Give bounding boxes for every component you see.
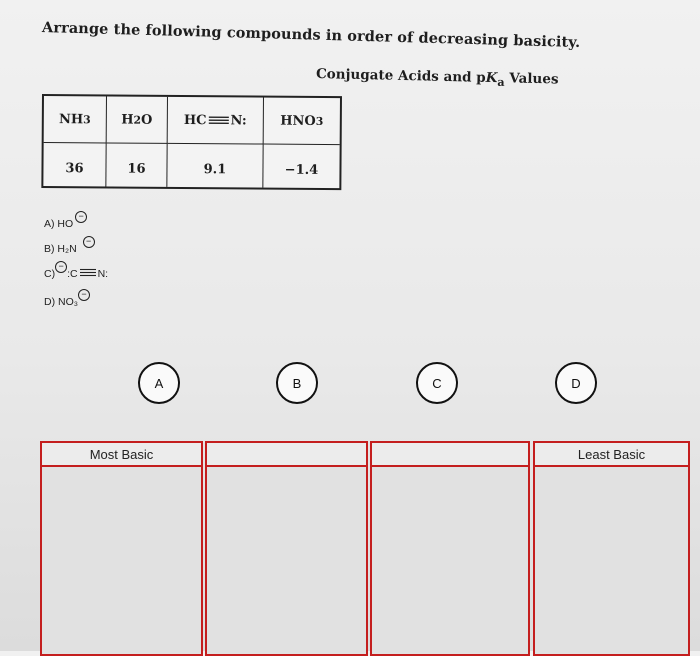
acid-hcn: HC N:: [168, 97, 264, 145]
option-d: D) NO₃−: [44, 296, 90, 309]
drop-zone-1[interactable]: [40, 441, 203, 656]
acid-h2o: H 2 O: [107, 96, 168, 143]
caption-prefix: Conjugate Acids and p: [316, 66, 486, 86]
pka-h2o: 16: [106, 143, 167, 186]
draggable-option-b[interactable]: B: [276, 362, 318, 404]
question-text: Arrange the following compounds in order of decreasing basicity.: [42, 19, 581, 51]
option-c: C)− :C N:: [44, 268, 108, 281]
triple-bond-icon: [79, 268, 97, 277]
negative-charge-icon: [55, 261, 67, 273]
draggable-option-c[interactable]: C: [416, 362, 458, 404]
pka-table: [41, 94, 342, 190]
pka-hcn: 9.1: [167, 144, 263, 188]
table-caption: [316, 66, 559, 90]
drop-zone-4[interactable]: [533, 441, 690, 656]
drop-zone-3[interactable]: [370, 441, 530, 656]
draggable-option-a[interactable]: A: [138, 362, 180, 404]
draggable-option-d[interactable]: D: [555, 362, 597, 404]
option-b: B) H₂N−: [44, 243, 95, 256]
drop-zone-2[interactable]: [205, 441, 368, 656]
drop-zone-label: Least Basic: [535, 443, 688, 467]
acid-hno3: HNO 3: [264, 98, 340, 146]
acid-nh3: NH 3: [44, 96, 107, 143]
caption-k: K: [485, 70, 497, 86]
negative-charge-icon: [75, 211, 87, 223]
drop-zone-label: Most Basic: [42, 443, 201, 467]
pka-nh3: 36: [43, 143, 106, 186]
triple-bond-icon: [207, 115, 229, 125]
drop-zone-label: [207, 443, 366, 467]
negative-charge-icon: [78, 289, 90, 301]
caption-suffix: Values: [505, 70, 559, 87]
caption-sub: a: [497, 75, 505, 89]
pka-hno3: −1.4: [263, 145, 339, 189]
drop-zone-label: [372, 443, 528, 467]
negative-charge-icon: [83, 236, 95, 248]
option-a: A) HO−: [44, 218, 87, 231]
